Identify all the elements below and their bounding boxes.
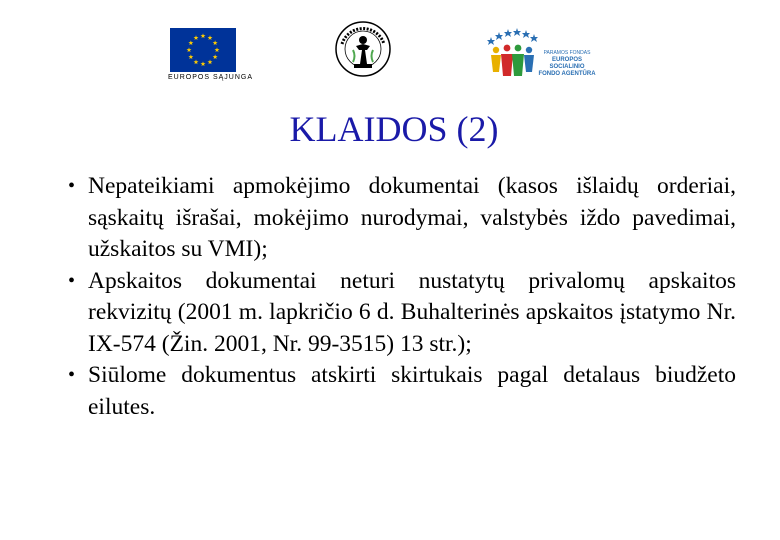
esf-agency-name — [536, 50, 598, 78]
bullet-item — [68, 266, 736, 361]
bullet-item — [68, 360, 736, 423]
emblem-logo — [334, 20, 392, 78]
bullet-text: Apskaitos dokumentai neturi nustatytų privalomų apskaitos rekvizitų (2001 m. lapkričio 6 d. Buhalterinės apskaitos įstatymo Nr. IX-574 (Žin. 2001, Nr. 99-3515) 13 str.); — [88, 267, 736, 357]
emblem-icon — [334, 20, 392, 78]
bullet-text: Siūlome dokumentus atskirti skirtukais pagal detalaus biudžeto eilutes. — [88, 362, 736, 420]
bullet-icon: • — [68, 364, 76, 386]
esf-line-3: FONDO AGENTŪRA — [538, 71, 596, 77]
bullet-item — [68, 171, 736, 266]
slide-title: KLAIDOS (2) — [289, 109, 499, 149]
bullet-icon: • — [68, 175, 76, 197]
bullet-list — [68, 171, 736, 423]
bullet-icon: • — [68, 269, 76, 292]
esf-line-2: EUROPOS SOCIALINIO — [549, 57, 585, 70]
people-figures-icon — [486, 26, 540, 82]
eu-caption: EUROPOS SĄJUNGA — [168, 74, 254, 81]
esf-agency-logo — [486, 26, 598, 86]
bullet-text: Nepateikiami apmokėjimo dokumentai (kasos išlaidų orderiai, sąskaitų išrašai, mokėjimo nurodymai, valstybės iždo pavedimai, užskaitos su VMI); — [88, 173, 736, 262]
eu-flag-icon — [170, 28, 236, 72]
esf-line-1: PARAMOS FONDAS — [543, 50, 591, 56]
eu-logo — [168, 28, 254, 88]
